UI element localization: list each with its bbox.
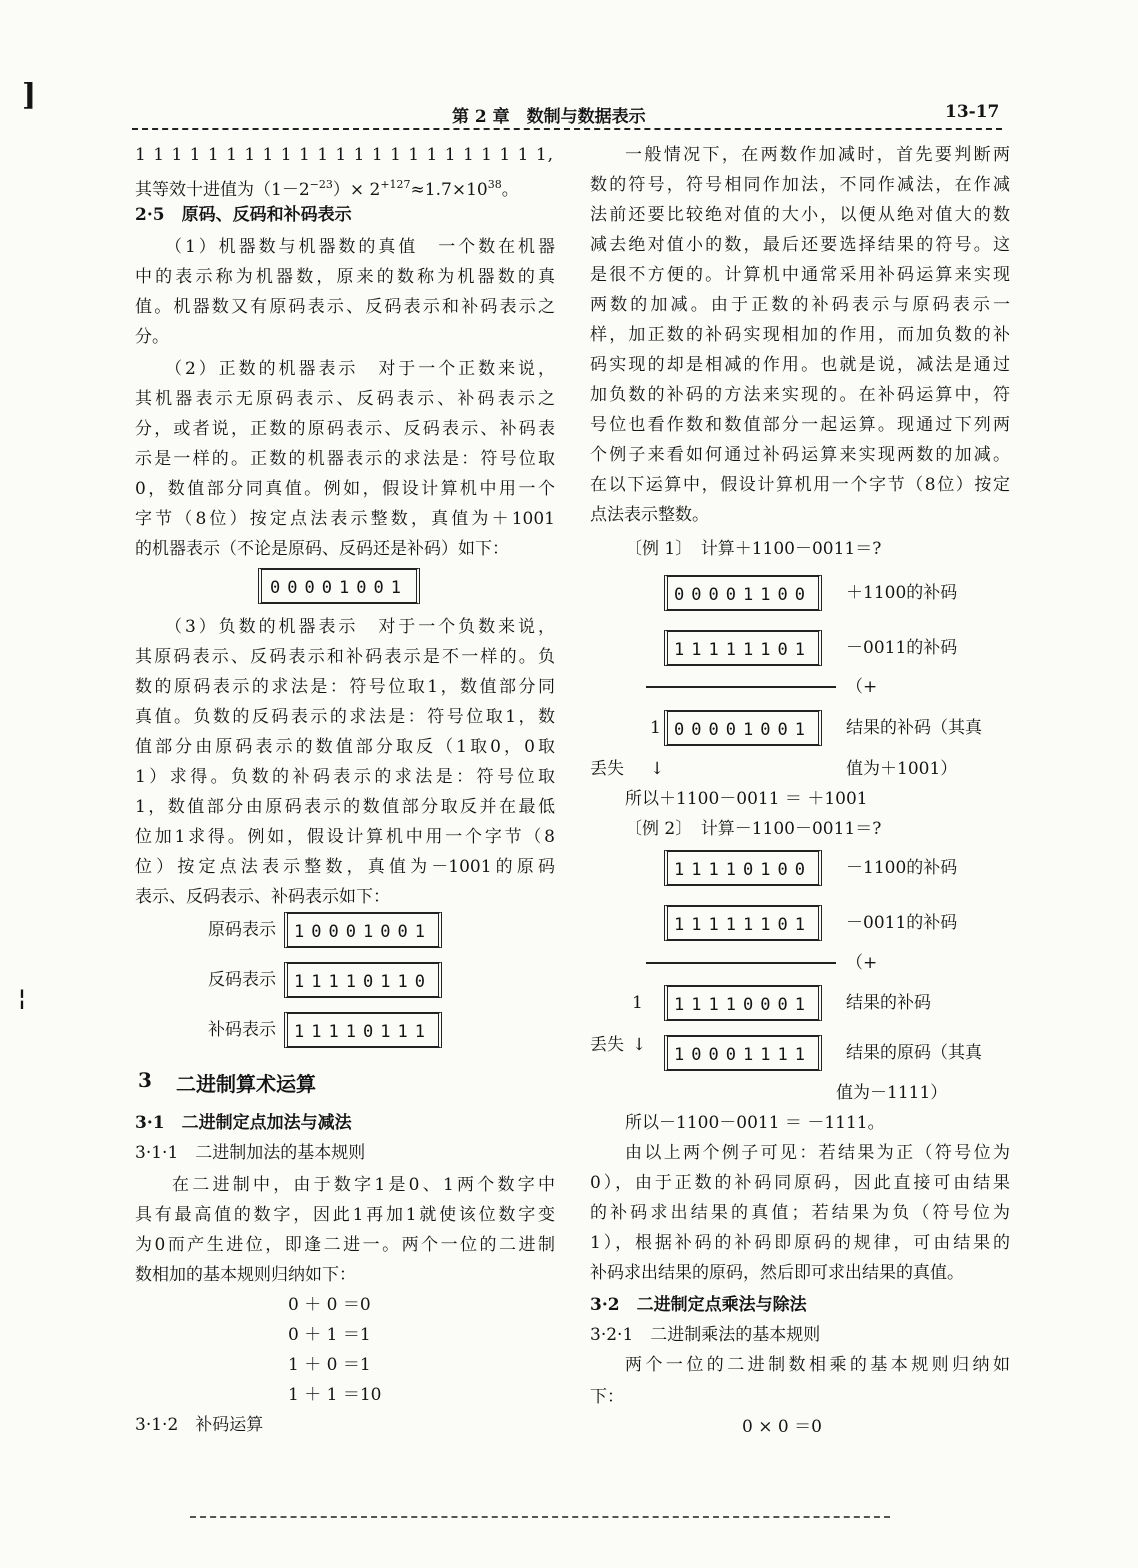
ex1-carry-bit: 1: [650, 718, 661, 738]
ex1-result-box: 00001001: [664, 710, 822, 746]
ex1-result-label: 结果的补码（其真: [846, 718, 982, 738]
machine-repr-box: 00001001: [258, 568, 420, 604]
exponent: +127: [380, 178, 411, 191]
para-line: 1）求得。负数的补码表示的求法是：符号位取: [135, 767, 555, 787]
ex2-operand-label: －1100的补码: [846, 858, 958, 878]
para-line: 其机器表示无原码表示、反码表示、补码表示之: [135, 389, 555, 409]
para-line: 减去绝对值小的数，最后还要选择结果的符号。这: [590, 235, 1010, 255]
example-2-title: 〔例 2〕 计算－1100－0011＝?: [625, 819, 882, 839]
ex2-plus-sign: （+: [846, 953, 878, 973]
down-arrow-icon: ↓: [650, 759, 665, 779]
chapter-3-title: 二进制算术运算: [176, 1072, 316, 1096]
binary-ones-line: 1 1 1 1 1 1 1 1 1 1 1 1 1 1 1 1 1 1 1 1 1 1 1,: [135, 145, 555, 165]
para-line: 点法表示整数。: [590, 505, 709, 525]
para-line: 分。: [135, 327, 169, 347]
para-line: 1，数值部分由原码表示的数值部分取反并在最低: [135, 797, 555, 817]
section-heading-3-2: 3·2 二进制定点乘法与除法: [590, 1295, 807, 1315]
para-line: 1），根据补码的补码即原码的规律，可由结果的: [590, 1233, 1010, 1253]
text-frag: 。: [501, 180, 519, 200]
para-line: 具有最高值的数字，因此1再加1就使该位数字变: [135, 1205, 555, 1225]
para-line: 加负数的补码的方法来实现的。在补码运算中，符: [590, 385, 1010, 405]
para-line: 数的符号，符号相同作加法，不同作减法，在作减: [590, 175, 1010, 195]
section-heading-3-1-2: 3·1·2 补码运算: [135, 1415, 264, 1435]
para-line: 为0而产生进位，即逢二进一。两个一位的二进制: [135, 1235, 555, 1255]
ex2-sum-rule: [646, 962, 836, 964]
para-line: 数相加的基本规则归纳如下：: [135, 1265, 356, 1285]
text-frag: ）× 2: [332, 180, 381, 200]
para-line: 表示、反码表示、补码表示如下：: [135, 887, 390, 907]
ex2-carry-bit: 1: [632, 993, 643, 1013]
ones-complement-label: 反码表示: [208, 970, 276, 990]
para-line: 码实现的却是相减的作用。也就是说，减法是通过: [590, 355, 1010, 375]
para-line: 号位也看作数和数值部分一起运算。现通过下列两: [590, 415, 1010, 435]
para-line: 的机器表示（不论是原码、反码还是补码）如下：: [135, 539, 509, 559]
para-line: 值。机器数又有原码表示、反码表示和补码表示之: [135, 297, 555, 317]
para-line: 中的表示称为机器数，原来的数称为机器数的真: [135, 267, 555, 287]
ex1-conclusion: 所以＋1100－0011 ＝ ＋1001: [625, 789, 868, 809]
para-line: 法前还要比较绝对值的大小，以便从绝对值大的数: [590, 205, 1010, 225]
ex2-true-form-box: 10001111: [664, 1035, 822, 1071]
margin-bracket-mark: ]: [22, 78, 37, 113]
twos-complement-label: 补码表示: [208, 1020, 276, 1040]
ex2-result-label: 结果的补码: [846, 993, 931, 1013]
para-line: （3）负数的机器表示 对于一个负数来说，: [165, 617, 555, 637]
running-header-chapter: 第 2 章 数制与数据表示: [452, 107, 646, 127]
down-arrow-icon: ↓: [632, 1035, 647, 1055]
para-line: 真值。负数的反码表示的求法是：符号位取1，数: [135, 707, 555, 727]
ex1-sum-rule: [646, 686, 836, 688]
section-heading-3-1: 3·1 二进制定点加法与减法: [135, 1113, 352, 1133]
para-line: 补码求出结果的原码，然后即可求出结果的真值。: [590, 1263, 964, 1283]
example-1-title: 〔例 1〕 计算＋1100－0011＝?: [625, 539, 882, 559]
ex2-operand-box: 11111101: [664, 905, 822, 941]
ones-complement-box: 11110110: [284, 962, 442, 998]
ex2-operand-box: 11110100: [664, 850, 822, 886]
para-line: （1）机器数与机器数的真值 一个数在机器: [165, 237, 555, 257]
section-heading-3-1-1: 3·1·1 二进制加法的基本规则: [135, 1143, 366, 1163]
para-line: 数的原码表示的求法是：符号位取1，数值部分同: [135, 677, 555, 697]
section-heading-3-2-1: 3·2·1 二进制乘法的基本规则: [590, 1325, 821, 1345]
para-line: 的补码求出结果的真值；若结果为负（符号位为: [590, 1203, 1010, 1223]
multiplication-rule: 0 × 0 ＝0: [742, 1417, 822, 1437]
chapter-3-number: 3: [138, 1068, 152, 1092]
ex2-result-box: 11110001: [664, 985, 822, 1021]
addition-rule: 1 ＋ 1 ＝10: [288, 1385, 382, 1405]
footer-rule: [190, 1516, 890, 1518]
addition-rule: 0 ＋ 0 ＝0: [288, 1295, 371, 1315]
addition-rule: 0 ＋ 1 ＝1: [288, 1325, 371, 1345]
ex2-operand-label: －0011的补码: [846, 913, 958, 933]
ex2-lost-label: 丢失: [590, 1035, 624, 1055]
ex1-operand-box: 00001100: [664, 575, 822, 611]
ex1-operand-label: ＋1100的补码: [846, 583, 958, 603]
para-line: 0，数值部分同真值。例如，假设计算机中用一个: [135, 479, 555, 499]
para-line: 0），由于正数的补码同原码，因此直接可由结果: [590, 1173, 1010, 1193]
para-line: 在二进制中，由于数字1是0、1两个数字中: [172, 1175, 555, 1195]
ex2-true-form-label-cont: 值为－1111）: [836, 1083, 948, 1103]
para-line: 其原码表示、反码表示和补码表示是不一样的。负: [135, 647, 555, 667]
para-line: 分，或者说，正数的原码表示、反码表示、补码表: [135, 419, 555, 439]
text-frag: ≈1.7×10: [410, 180, 488, 200]
ex1-operand-box: 11111101: [664, 630, 822, 666]
page-number: 13-17: [945, 102, 1000, 122]
ex1-result-label-cont: 值为＋1001）: [846, 759, 958, 779]
true-form-box: 10001001: [284, 912, 442, 948]
ex1-operand-label: －0011的补码: [846, 638, 958, 658]
true-form-label: 原码表示: [208, 920, 276, 940]
ex2-conclusion: 所以－1100－0011 ＝ －1111。: [625, 1113, 885, 1133]
para-line: 个例子来看如何通过补码运算来实现两数的加减。: [590, 445, 1010, 465]
section-heading-2-5: 2·5 原码、反码和补码表示: [135, 205, 352, 225]
para-line: 两个一位的二进制数相乘的基本规则归纳如: [625, 1355, 1010, 1375]
para-line: 字节（8位）按定点法表示整数，真值为＋1001: [135, 509, 555, 529]
para-line: 样，加正数的补码实现相加的作用，而加负数的补: [590, 325, 1010, 345]
header-rule: [132, 128, 1002, 130]
text-frag: 其等效十进值为（1－2: [135, 180, 310, 200]
para-line: 在以下运算中，假设计算机用一个字节（8位）按定: [590, 475, 1010, 495]
exponent: 38: [487, 178, 502, 191]
exponent: −23: [309, 178, 333, 191]
margin-binding-mark: ¦: [18, 985, 27, 1011]
para-line: 由以上两个例子可见：若结果为正（符号位为: [625, 1143, 1010, 1163]
para-line: （2）正数的机器表示 对于一个正数来说，: [165, 359, 555, 379]
addition-rule: 1 ＋ 0 ＝1: [288, 1355, 371, 1375]
para-line: 一般情况下，在两数作加减时，首先要判断两: [625, 145, 1010, 165]
para-line: 位）按定点法表示整数，真值为－1001的原码: [135, 857, 555, 877]
twos-complement-box: 11110111: [284, 1012, 442, 1048]
para-line: 是很不方便的。计算机中通常采用补码运算来实现: [590, 265, 1010, 285]
para-line: 示是一样的。正数的机器表示的求法是：符号位取: [135, 449, 555, 469]
para-line: 位加1求得。例如，假设计算机中用一个字节（8: [135, 827, 555, 847]
para-line: 值部分由原码表示的数值部分取反（1取0，0取: [135, 737, 555, 757]
ex2-true-form-label: 结果的原码（其真: [846, 1043, 982, 1063]
ex1-lost-label: 丢失: [590, 759, 624, 779]
para-line: 两数的加减。由于正数的补码表示与原码表示一: [590, 295, 1010, 315]
ex1-plus-sign: （+: [846, 677, 878, 697]
para-line: 下：: [590, 1387, 624, 1407]
